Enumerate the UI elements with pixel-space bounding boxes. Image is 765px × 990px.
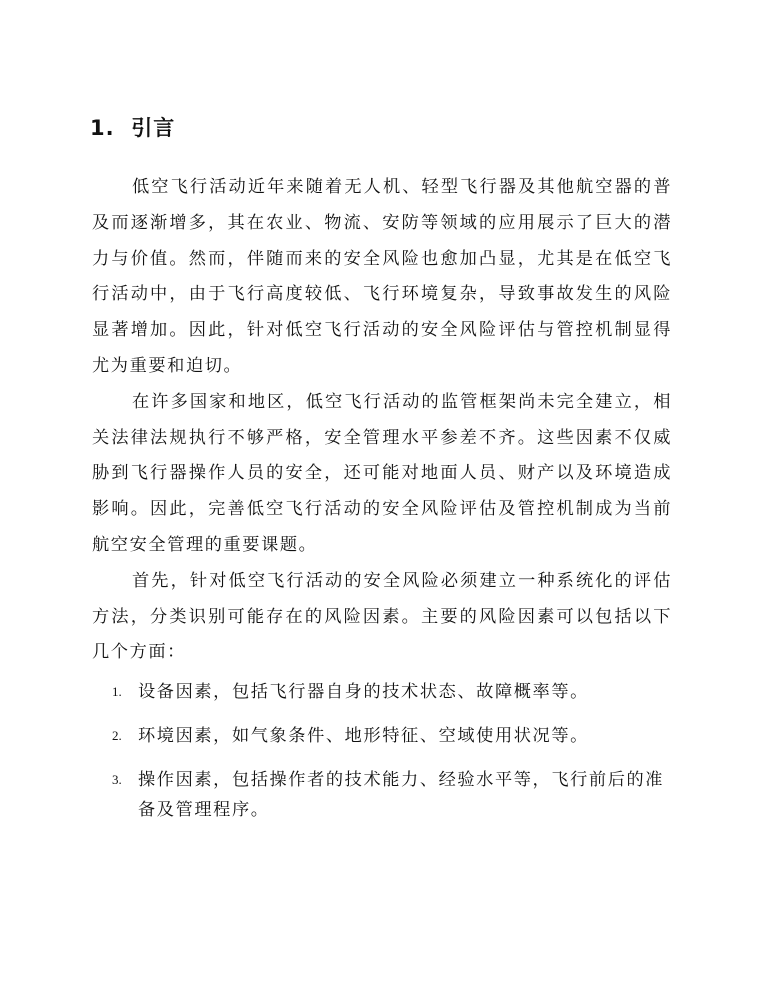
list-item: [92, 721, 672, 751]
list-item-text: 操作因素，包括操作者的技术能力、经验水平等，飞行前后的准备及管理程序。: [138, 770, 665, 821]
section-title: 引言: [131, 116, 176, 140]
section-number: 1.: [90, 116, 115, 140]
list-item-text: 设备因素，包括飞行器自身的技术状态、故障概率等。: [138, 682, 589, 703]
risk-factor-list: [92, 677, 672, 825]
document-body: [92, 170, 672, 825]
list-item-number: 3.: [112, 772, 122, 788]
list-item-number: 1.: [112, 684, 122, 700]
paragraph-intro: 低空飞行活动近年来随着无人机、轻型飞行器及其他航空器的普及而逐渐增多，其在农业、物流、安防等领域的应用展示了巨大的潜力与价值。然而，伴随而来的安全风险也愈加凸显，尤其是在低空飞行活动中，由于飞行高度较低、飞行环境复杂，导致事故发生的风险显著增加。因此，针对低空飞行活动的安全风险评估与管控机制显得尤为重要和迫切。: [92, 177, 672, 376]
list-item: [92, 677, 672, 707]
list-item-text: 环境因素，如气象条件、地形特征、空域使用状况等。: [138, 726, 589, 747]
list-item: [92, 765, 672, 825]
section-heading: [90, 110, 175, 146]
paragraph-risk-method: 首先，针对低空飞行活动的安全风险必须建立一种系统化的评估方法，分类识别可能存在的风险因素。主要的风险因素可以包括以下几个方面：: [92, 570, 672, 663]
paragraph-regulation: 在许多国家和地区，低空飞行活动的监管框架尚未完全建立，相关法律法规执行不够严格，安全管理水平参差不齐。这些因素不仅威胁到飞行器操作人员的安全，还可能对地面人员、财产以及环境造成影响。因此，完善低空飞行活动的安全风险评估及管控机制成为当前航空安全管理的重要课题。: [92, 391, 672, 555]
list-item-number: 2.: [112, 728, 122, 744]
